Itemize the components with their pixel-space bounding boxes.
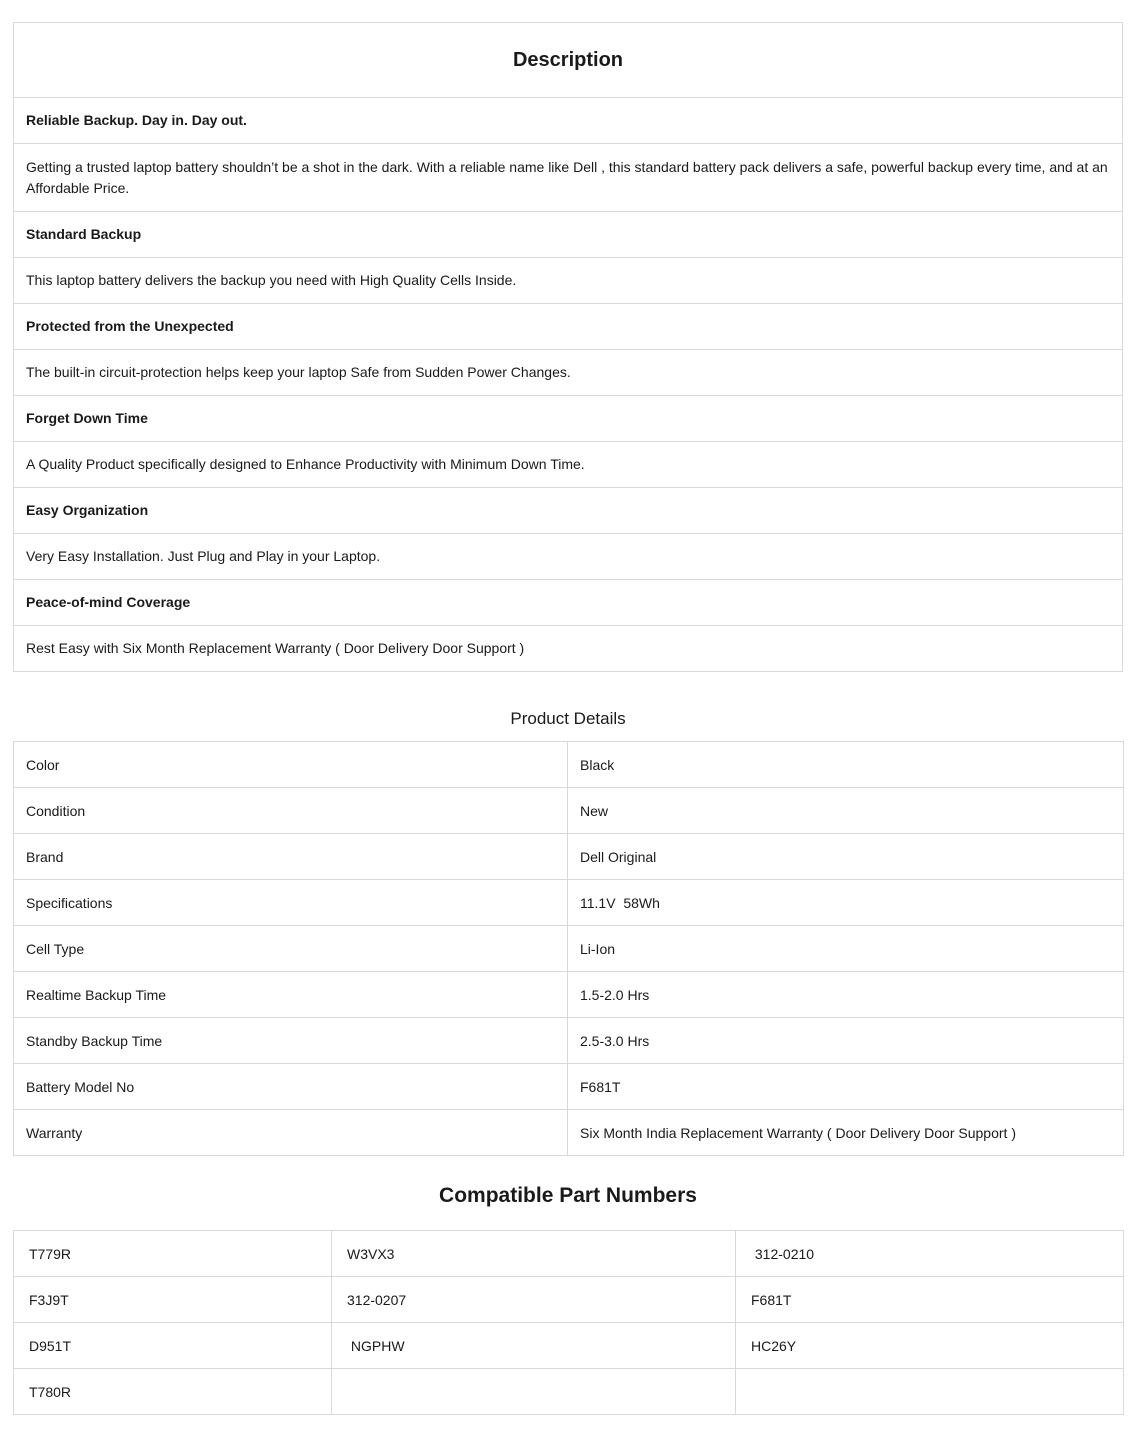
detail-label: Color — [14, 742, 568, 788]
section-text: The built-in circuit-protection helps keep your laptop Safe from Sudden Power Changes. — [14, 350, 1123, 396]
section-heading: Standard Backup — [14, 212, 1123, 258]
section-text: Very Easy Installation. Just Plug and Play in your Laptop. — [14, 534, 1123, 580]
description-title: Description — [14, 23, 1123, 98]
table-row — [14, 1323, 1124, 1369]
detail-label: Standby Backup Time — [14, 1018, 568, 1064]
table-row — [14, 788, 1124, 834]
section-heading: Protected from the Unexpected — [14, 304, 1123, 350]
table-row — [14, 742, 1124, 788]
part-number: T779R — [14, 1231, 332, 1277]
detail-value: 2.5-3.0 Hrs — [568, 1018, 1124, 1064]
section-text: Rest Easy with Six Month Replacement Warranty ( Door Delivery Door Support ) — [14, 626, 1123, 672]
product-details-title: Product Details — [510, 709, 626, 728]
product-description-page — [13, 22, 1123, 1415]
section-heading: Easy Organization — [14, 488, 1123, 534]
compatible-parts-table — [13, 1230, 1124, 1415]
table-row — [14, 926, 1124, 972]
description-table — [13, 22, 1123, 672]
table-row — [14, 880, 1124, 926]
compatible-parts-title: Compatible Part Numbers — [439, 1184, 697, 1207]
table-row — [14, 1018, 1124, 1064]
detail-label: Warranty — [14, 1110, 568, 1156]
table-row — [14, 1064, 1124, 1110]
part-number: NGPHW — [332, 1323, 736, 1369]
product-details-table — [13, 741, 1124, 1156]
detail-label: Brand — [14, 834, 568, 880]
detail-value: 11.1V 58Wh — [568, 880, 1124, 926]
detail-label: Realtime Backup Time — [14, 972, 568, 1018]
table-row — [14, 972, 1124, 1018]
part-number: W3VX3 — [332, 1231, 736, 1277]
table-row — [14, 1277, 1124, 1323]
table-row — [14, 834, 1124, 880]
section-heading: Peace-of-mind Coverage — [14, 580, 1123, 626]
section-text: A Quality Product specifically designed to Enhance Productivity with Minimum Down Time. — [14, 442, 1123, 488]
part-number — [736, 1369, 1124, 1415]
section-text: This laptop battery delivers the backup you need with High Quality Cells Inside. — [14, 258, 1123, 304]
detail-value: New — [568, 788, 1124, 834]
table-row — [14, 1369, 1124, 1415]
part-number: 312-0210 — [736, 1231, 1124, 1277]
part-number: F3J9T — [14, 1277, 332, 1323]
detail-value: Li-Ion — [568, 926, 1124, 972]
section-heading: Forget Down Time — [14, 396, 1123, 442]
section-text: Getting a trusted laptop battery shouldn’t be a shot in the dark. With a reliable name like Dell , this standard battery pack delivers a safe, powerful backup every time, and at an Affordable Price. — [14, 144, 1123, 212]
detail-label: Specifications — [14, 880, 568, 926]
part-number: 312-0207 — [332, 1277, 736, 1323]
table-row — [14, 1231, 1124, 1277]
detail-label: Condition — [14, 788, 568, 834]
part-number: HC26Y — [736, 1323, 1124, 1369]
detail-label: Cell Type — [14, 926, 568, 972]
detail-value: Dell Original — [568, 834, 1124, 880]
detail-label: Battery Model No — [14, 1064, 568, 1110]
part-number: F681T — [736, 1277, 1124, 1323]
section-heading: Reliable Backup. Day in. Day out. — [14, 98, 1123, 144]
detail-value: 1.5-2.0 Hrs — [568, 972, 1124, 1018]
part-number — [332, 1369, 736, 1415]
part-number: D951T — [14, 1323, 332, 1369]
part-number: T780R — [14, 1369, 332, 1415]
detail-value: Six Month India Replacement Warranty ( Door Delivery Door Support ) — [568, 1110, 1124, 1156]
table-row — [14, 1110, 1124, 1156]
detail-value: F681T — [568, 1064, 1124, 1110]
detail-value: Black — [568, 742, 1124, 788]
